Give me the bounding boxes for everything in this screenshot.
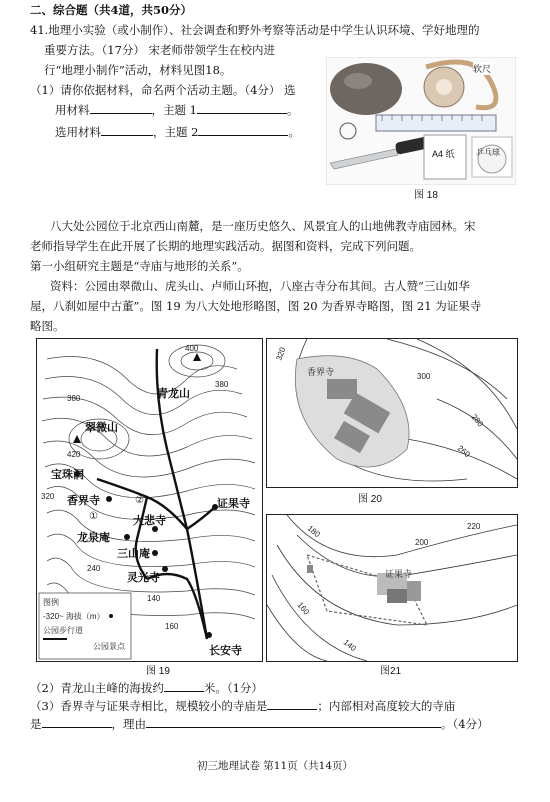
label-soft-ruler: 软尺 xyxy=(473,64,492,74)
spot-longquanan xyxy=(124,534,130,540)
contour-380a: 380 xyxy=(67,394,81,403)
contour-180-f21: 180 xyxy=(305,523,322,540)
contour-400: 400 xyxy=(185,344,199,353)
answer-blank-theme1[interactable] xyxy=(197,102,287,114)
q3-text-d: ，理由 xyxy=(111,717,146,731)
figure-21-map xyxy=(266,514,518,662)
figure-19-caption: 图 19 xyxy=(146,666,170,677)
q2-text-b: 米。（1分） xyxy=(203,681,263,695)
contour-380b: 380 xyxy=(215,380,229,389)
label-baozhudong: 宝珠洞 xyxy=(51,469,84,481)
label-zhengguosi: 证果寺 xyxy=(217,498,250,510)
spot-xiangjiesi xyxy=(106,496,112,502)
xiangjiesi-building xyxy=(327,379,357,399)
q41-line2: 重要方法。（17分） 宋老师带领学生在校内进 xyxy=(44,43,276,57)
passage-p3-line1: 资料：公园由翠微山、虎头山、卢师山环抱，八座古寺分布其间。古人赞“三山如华 xyxy=(50,279,470,293)
q41-sub1-line3 xyxy=(55,124,300,140)
q2-text-a: （2）青龙山主峰的海拔约 xyxy=(30,681,164,695)
answer-blank-elevation[interactable] xyxy=(164,680,204,692)
q3-text-c: 是 xyxy=(30,717,42,731)
peak-qinglongshan-icon xyxy=(193,353,201,361)
figure-20-svg xyxy=(267,339,517,487)
label-zhengguosi-small: 证果寺 xyxy=(385,569,413,579)
answer-blank-smaller-temple[interactable] xyxy=(267,698,317,710)
passage-p1-line2: 老师指导学生在此开展了长期的地理实践活动。据图和资料，完成下列问题。 xyxy=(30,239,421,253)
q41-sub1-text-d: 选用材料 xyxy=(55,125,101,139)
answer-blank-taller-temple[interactable] xyxy=(42,716,112,728)
contour-160-f21: 160 xyxy=(295,600,311,617)
figure-19-svg xyxy=(37,339,262,661)
spot-changansi xyxy=(206,632,212,638)
answer-blank-material2[interactable] xyxy=(101,124,153,136)
contour-260-f20: 260 xyxy=(455,443,472,460)
contour-220-f21: 220 xyxy=(467,522,481,531)
q41-sub1-text-b: ，主题 1 xyxy=(151,103,197,117)
figure-21-svg xyxy=(267,515,517,661)
passage-p2: 第一小组研究主题是“寺庙与地形的关系”。 xyxy=(30,259,249,273)
figure-21-caption: 图21 xyxy=(380,666,402,677)
q41-line3: 行“地理小制作”活动，材料见图18。 xyxy=(44,63,232,77)
figure-19-map xyxy=(36,338,263,662)
q3-text-b: ；内部相对高度较大的寺庙 xyxy=(317,699,456,713)
page-footer: 初三地理试卷 第11页（共14页） xyxy=(196,760,354,772)
figure-20-map xyxy=(266,338,518,488)
legend-contour: -320~ 海拔（m） xyxy=(43,612,105,621)
peak-cuiweishan-icon xyxy=(73,435,81,443)
q41-sub1-text-a: 用材料 xyxy=(55,103,90,117)
q41-sub1-line1: （1）请你依据材料，命名两个活动主题。（4分） 选 xyxy=(30,83,296,97)
legend-title: 图例 xyxy=(43,598,59,607)
legend-spot: 公园景点 xyxy=(93,642,125,651)
answer-blank-material1[interactable] xyxy=(90,102,152,114)
figure-18-photo xyxy=(326,57,516,185)
contour-420: 420 xyxy=(67,450,81,459)
contour-160: 160 xyxy=(165,622,179,631)
spot-lingguangsi xyxy=(162,566,168,572)
label-cuiweishan: 翠微山 xyxy=(85,422,118,434)
label-pingpong: 乒乓球 xyxy=(476,148,500,157)
label-longquanan: 龙泉庵 xyxy=(77,532,110,544)
answer-blank-theme2[interactable] xyxy=(198,124,288,136)
rock-icon xyxy=(330,63,402,115)
q3-text-e: 。（4分） xyxy=(441,717,489,731)
q41-sub1-line2 xyxy=(55,102,298,118)
q3-text-a: （3）香界寺与证果寺相比，规模较小的寺庙是 xyxy=(30,699,268,713)
passage-p3-line3: 略图。 xyxy=(30,319,65,333)
label-qinglongshan: 青龙山 xyxy=(157,388,190,400)
q41-line1: 41.地理小实验（或小制作）、社会调查和野外考察等活动是中学生认识环境、学好地理的 xyxy=(30,23,480,37)
contour-300-f20: 300 xyxy=(417,372,431,381)
marker-1: ① xyxy=(89,511,98,522)
q41-sub1-text-c: 。 xyxy=(286,103,299,117)
q41-sub1-text-f: 。 xyxy=(288,125,300,139)
figure-20-caption: 图 20 xyxy=(358,494,382,505)
label-a4-paper: A4 纸 xyxy=(432,149,455,159)
contour-240: 240 xyxy=(87,564,101,573)
figure-18 xyxy=(326,57,516,185)
label-xiangjiesi: 香界寺 xyxy=(67,495,100,507)
label-xiangjiesi-small: 香界寺 xyxy=(307,367,335,377)
question-2 xyxy=(30,680,263,696)
label-dabeisi: 大悲寺 xyxy=(133,515,166,527)
contour-320-f20: 320 xyxy=(274,346,288,362)
spot-sanshanan xyxy=(152,550,158,556)
contour-200-f21: 200 xyxy=(415,538,429,547)
passage-p3-line2: 屋，八刹如屋中古董”。图 19 为八大处地形略图，图 20 为香界寺略图，图 21 为证果寺 xyxy=(30,299,482,313)
label-lingguangsi: 灵光寺 xyxy=(127,572,160,584)
legend-path: 公园步行道 xyxy=(43,626,83,635)
figure-18-caption: 图 18 xyxy=(414,190,438,201)
answer-blank-reason[interactable] xyxy=(146,716,441,728)
contour-280-f20: 280 xyxy=(469,412,485,429)
contour-320: 320 xyxy=(41,492,55,501)
contour-140: 140 xyxy=(147,594,161,603)
question-3-line1 xyxy=(30,698,455,714)
q41-sub1-text-e: ，主题 2 xyxy=(153,125,199,139)
question-3-line2 xyxy=(30,716,489,732)
label-sanshanan: 三山庵 xyxy=(117,548,150,560)
section-heading: 二、综合题（共4道，共50分） xyxy=(30,3,193,17)
label-changansi: 长安寺 xyxy=(209,645,242,657)
contour-140-f21: 140 xyxy=(341,637,358,654)
passage-p1-line1: 八大处公园位于北京西山南麓，是一座历史悠久、风景宜人的山地佛教寺庙园林。宋 xyxy=(50,219,476,233)
marker-2: ② xyxy=(135,495,144,506)
ruler-icon xyxy=(376,115,496,131)
